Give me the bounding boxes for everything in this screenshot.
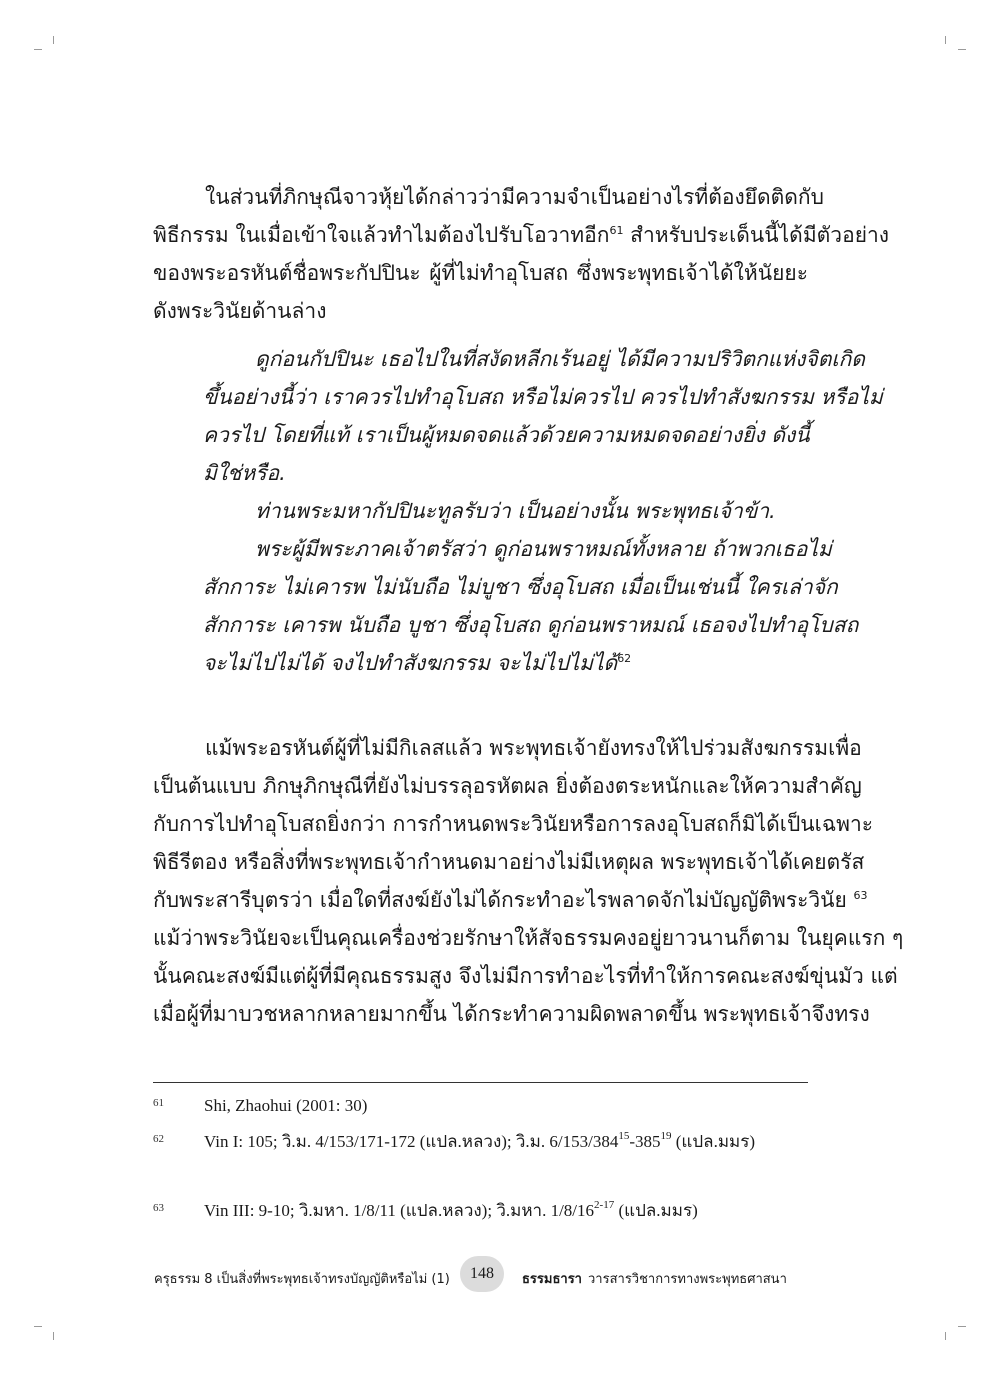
- text-line: มิใช่หรือ.: [203, 461, 286, 485]
- crop-mark: [945, 36, 946, 44]
- crop-mark: [53, 36, 54, 44]
- footnote-text: Shi, Zhaohui (2001: 30): [204, 1096, 368, 1115]
- text-line: กับพระสารีบุตรว่า เมื่อใดที่สงฆ์ยังไม่ได้กระทำอะไรพลาดจักไม่บัญญัติพระวินัย $^{63}$: [153, 888, 868, 912]
- text-line: ท่านพระมหากัปปินะทูลรับว่า เป็นอย่างนั้น พระพุทธเจ้าข้า.: [255, 499, 776, 523]
- text-line: สักการะ เคารพ นับถือ บูชา ซึ่งอุโบสถ ดูก่อนพราหมณ์ เธอจงไปทำอุโบสถ: [203, 613, 859, 637]
- crop-mark: [958, 1326, 966, 1327]
- text-line: ควรไป โดยที่แท้ เราเป็นผู้หมดจดแล้วด้วยความหมดจดอย่างยิ่ง ดังนี้: [203, 423, 810, 447]
- crop-mark: [945, 1332, 946, 1340]
- footnote-number: 62: [153, 1133, 164, 1145]
- text-line: แม้พระอรหันต์ผู้ที่ไม่มีกิเลสแล้ว พระพุทธเจ้ายังทรงให้ไปร่วมสังฆกรรมเพื่อ: [205, 736, 862, 760]
- journal-name: ธรรมธารา วารสารวิชาการทางพระพุทธศาสนา: [522, 1272, 787, 1287]
- text-line: ดูก่อนกัปปินะ เธอไปในที่สงัดหลีกเร้นอยู่ ได้มีความปริวิตกแห่งจิตเกิด: [255, 347, 865, 371]
- paragraph-body: [153, 729, 904, 1033]
- vinaya-quotation: [203, 340, 883, 682]
- article-title: ครุธรรม 8 เป็นสิ่งที่พระพุทธเจ้าทรงบัญญัติหรือไม่ (1): [154, 1272, 450, 1287]
- text-line: จะไม่ไปไม่ได้ จงไปทำสังฆกรรม จะไม่ไปไม่ได้$^{62}$: [203, 651, 632, 675]
- footnote-ref[interactable]: 61: [609, 224, 624, 237]
- text-line: พิธีกรรม ในเมื่อเข้าใจแล้วทำไมต้องไปรับโอวาทอีก$^{61}$ สำหรับประเด็นนี้ได้มีตัวอย่าง: [153, 223, 890, 247]
- text-line: ของพระอรหันต์ชื่อพระกัปปินะ ผู้ที่ไม่ทำอุโบสถ ซึ่งพระพุทธเจ้าได้ให้นัยยะ: [153, 261, 808, 285]
- text-line: กับการไปทำอุโบสถยิ่งกว่า การกำหนดพระวินัยหรือการลงอุโบสถก็มิได้เป็นเฉพาะ: [153, 812, 874, 836]
- footnote-text: Vin I: 105; วิ.ม. 4/153/171-172 (แปล.หลวง); วิ.ม. $6/153/384^{15}-385^{19}$ (แปล.มมร): [204, 1130, 756, 1151]
- text-line: ในส่วนที่ภิกษุณีจาวหุ้ยได้กล่าวว่ามีความจำเป็นอย่างไรที่ต้องยึดติดกับ: [205, 185, 824, 209]
- footnote-number: 61: [153, 1097, 164, 1109]
- paragraph-intro: [153, 178, 890, 330]
- text-line: เป็นต้นแบบ ภิกษุภิกษุณีที่ยังไม่บรรลุอรหัตผล ยิ่งต้องตระหนักและให้ความสำคัญ: [153, 774, 862, 798]
- footnote-ref[interactable]: 63: [853, 889, 868, 902]
- crop-mark: [34, 49, 42, 50]
- footnote-ref[interactable]: 62: [617, 652, 632, 665]
- crop-mark: [958, 49, 966, 50]
- footnote-number: 63: [153, 1202, 164, 1214]
- text-line: เมื่อผู้ที่มาบวชหลากหลายมากขึ้น ได้กระทำความผิดพลาดขึ้น พระพุทธเจ้าจึงทรง: [153, 1002, 870, 1026]
- footnote-text: Vin III: 9-10; วิ.มหา. 1/8/11 (แปล.หลวง); วิ.มหา. 1/8/16$^{2-17}$ (แปล.มมร): [204, 1199, 698, 1220]
- crop-mark: [34, 1326, 42, 1327]
- crop-mark: [53, 1332, 54, 1340]
- footnote-divider: [153, 1082, 808, 1083]
- text-line: นั้นคณะสงฆ์มีแต่ผู้ที่มีคุณธรรมสูง จึงไม่มีการทำอะไรที่ทำให้การคณะสงฆ์ขุ่นมัว แต่: [153, 964, 898, 988]
- page-number: 148: [460, 1256, 504, 1292]
- text-line: ขึ้นอย่างนี้ว่า เราควรไปทำอุโบสถ หรือไม่ควรไป ควรไปทำสังฆกรรม หรือไม่: [203, 385, 883, 409]
- text-line: พระผู้มีพระภาคเจ้าตรัสว่า ดูก่อนพราหมณ์ทั้งหลาย ถ้าพวกเธอไม่: [255, 537, 832, 561]
- text-line: ดังพระวินัยด้านล่าง: [153, 299, 327, 323]
- text-line: พิธีรีตอง หรือสิ่งที่พระพุทธเจ้ากำหนดมาอย่างไม่มีเหตุผล พระพุทธเจ้าได้เคยตรัส: [153, 850, 865, 874]
- text-line: สักการะ ไม่เคารพ ไม่นับถือ ไม่บูชา ซึ่งอุโบสถ เมื่อเป็นเช่นนี้ ใครเล่าจัก: [203, 575, 838, 599]
- page-footer: [150, 1256, 850, 1296]
- text-line: แม้ว่าพระวินัยจะเป็นคุณเครื่องช่วยรักษาให้สัจธรรมคงอยู่ยาวนานก็ตาม ในยุคแรก ๆ: [153, 926, 904, 950]
